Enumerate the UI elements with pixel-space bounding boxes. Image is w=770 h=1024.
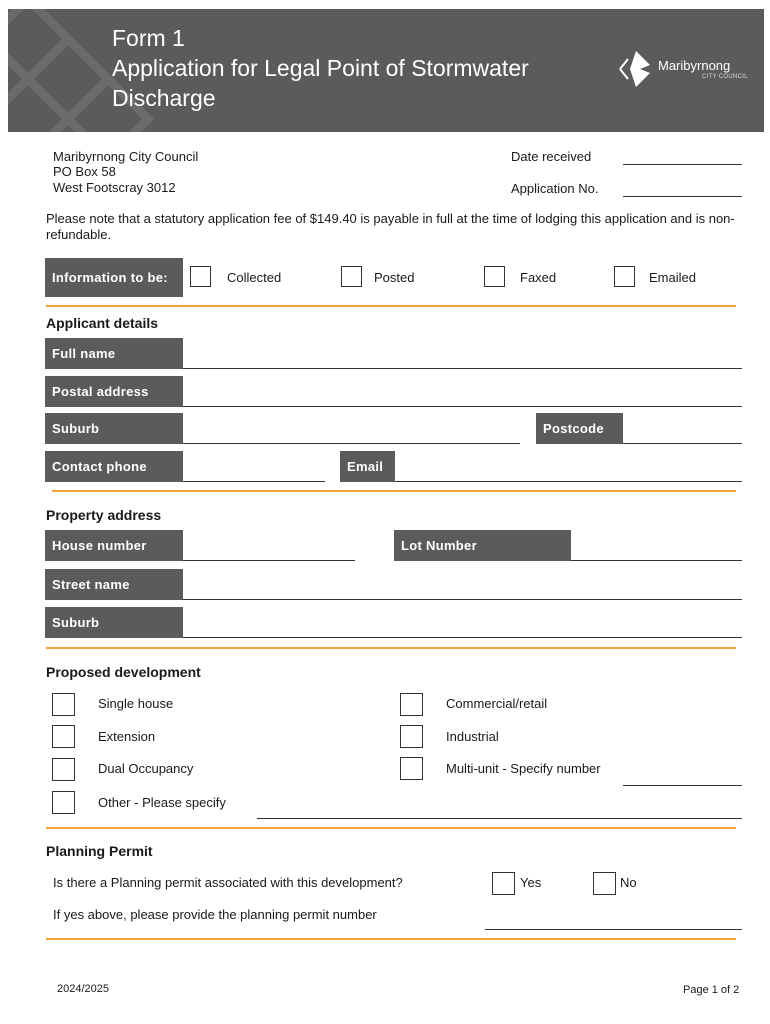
planning-yes-checkbox[interactable] <box>492 872 515 895</box>
logo-subtitle: CITY COUNCIL <box>702 74 748 80</box>
multi-unit-checkbox[interactable] <box>400 757 423 780</box>
logo-name: Maribyrnong <box>658 58 731 73</box>
commercial-retail-checkbox[interactable] <box>400 693 423 716</box>
council-logo <box>606 45 756 93</box>
single-house-checkbox[interactable] <box>52 693 75 716</box>
postcode-field[interactable] <box>623 443 742 444</box>
proposed-development-heading: Proposed development <box>46 664 201 680</box>
commercial-retail-label: Commercial/retail <box>446 696 548 711</box>
emailed-label: Emailed <box>649 270 696 285</box>
collected-label: Collected <box>227 270 282 285</box>
postal-address-label: Postal address <box>45 376 183 407</box>
posted-checkbox[interactable] <box>341 266 362 287</box>
fee-note: Please note that a statutory application fee of $149.40 is payable in full at the time of lodging this application and is non-refundable. <box>46 211 735 242</box>
form-title: Application for Legal Point of Stormwater <box>112 55 529 81</box>
section-divider <box>46 938 736 940</box>
applicant-suburb-label: Suburb <box>45 413 183 444</box>
faxed-label: Faxed <box>520 270 557 285</box>
single-house-label: Single house <box>98 696 174 711</box>
lot-number-field[interactable] <box>571 560 742 561</box>
form-title-continued: Discharge <box>112 85 216 111</box>
house-number-label: House number <box>45 530 183 561</box>
email-label: Email <box>340 451 395 482</box>
application-no-field[interactable] <box>623 196 742 197</box>
dual-occupancy-checkbox[interactable] <box>52 758 75 781</box>
council-po-box: PO Box 58 <box>53 164 116 179</box>
form-header <box>8 9 764 132</box>
contact-phone-field[interactable] <box>183 481 325 482</box>
planning-no-checkbox[interactable] <box>593 872 616 895</box>
postal-address-field[interactable] <box>183 406 742 407</box>
footer-year: 2024/2025 <box>57 983 109 995</box>
collected-checkbox[interactable] <box>190 266 211 287</box>
form-number: Form 1 <box>112 25 185 51</box>
multi-unit-number-field[interactable] <box>623 785 742 786</box>
section-divider <box>46 827 736 829</box>
planning-no-label: No <box>620 875 637 890</box>
multi-unit-label: Multi-unit - Specify number <box>446 761 601 776</box>
posted-label: Posted <box>374 270 415 285</box>
footer-page-number: Page 1 of 2 <box>683 984 740 996</box>
other-label: Other - Please specify <box>98 795 226 810</box>
street-name-label: Street name <box>45 569 183 600</box>
maribyrnong-arrow-logo-icon <box>606 45 656 93</box>
planning-permit-question: Is there a Planning permit associated with this development? <box>53 875 403 890</box>
property-suburb-field[interactable] <box>183 637 742 638</box>
date-received-label: Date received <box>511 149 592 164</box>
contact-phone-label: Contact phone <box>45 451 183 482</box>
permit-number-field[interactable] <box>485 929 742 930</box>
date-received-field[interactable] <box>623 164 742 165</box>
applicant-suburb-field[interactable] <box>183 443 520 444</box>
industrial-checkbox[interactable] <box>400 725 423 748</box>
property-address-heading: Property address <box>46 507 162 523</box>
council-suburb: West Footscray 3012 <box>53 180 176 195</box>
extension-checkbox[interactable] <box>52 725 75 748</box>
section-divider <box>46 647 736 649</box>
full-name-field[interactable] <box>183 368 742 369</box>
postcode-label: Postcode <box>536 413 623 444</box>
other-checkbox[interactable] <box>52 791 75 814</box>
planning-yes-label: Yes <box>520 875 542 890</box>
lot-number-label: Lot Number <box>394 530 571 561</box>
faxed-checkbox[interactable] <box>484 266 505 287</box>
emailed-checkbox[interactable] <box>614 266 635 287</box>
info-to-be-label: Information to be: <box>45 258 183 297</box>
house-number-field[interactable] <box>183 560 355 561</box>
application-no-label: Application No. <box>511 181 599 196</box>
section-divider <box>46 305 736 307</box>
property-suburb-label: Suburb <box>45 607 183 638</box>
council-name: Maribyrnong City Council <box>53 149 199 164</box>
dual-occupancy-label: Dual Occupancy <box>98 761 194 776</box>
email-field[interactable] <box>395 481 742 482</box>
street-name-field[interactable] <box>183 599 742 600</box>
planning-permit-heading: Planning Permit <box>46 843 153 859</box>
extension-label: Extension <box>98 729 156 744</box>
full-name-label: Full name <box>45 338 183 369</box>
other-specify-field[interactable] <box>257 818 742 819</box>
section-divider <box>52 490 736 492</box>
industrial-label: Industrial <box>446 729 499 744</box>
applicant-details-heading: Applicant details <box>46 315 159 331</box>
permit-number-prompt: If yes above, please provide the planning permit number <box>53 907 377 922</box>
